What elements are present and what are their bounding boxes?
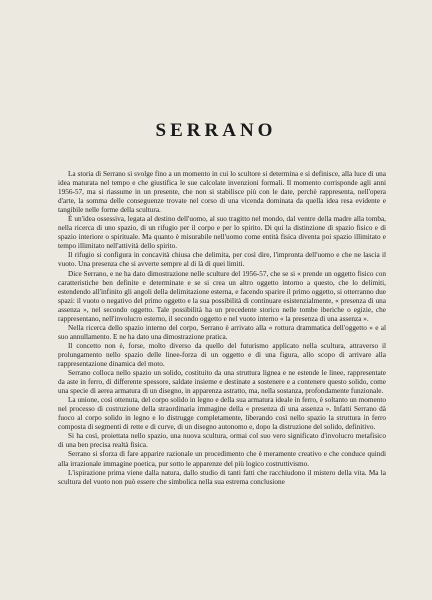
paragraph: La unione, così ottenuta, del corpo solido in legno e della sua armatura ideale in ferro, è soltanto un momento nel processo di costruzione della straordinaria immagine della « presenza di una assenza ». Infatti Serrano dà fuoco al corpo solido in legno e lo distrugge completamente, liberando così nello spazio la struttura in ferro composta di segmenti di rette e di curve, di un disegno autonomo e, dopo la distruzione del solido, definitivo. [58, 396, 386, 432]
paragraph: La storia di Serrano si svolge fino a un momento in cui lo scultore si determina e si definisce, alla luce di una idea maturata nel tempo e che giustifica le sue calcolate invenzioni formali. Il momento corrisponde agli anni 1956-57, ma si riassume in un presente, che non si stabilisce più con le date, perchè rappresenta, nell'opera d'arte, la somma delle conseguenze trovate nel corso di una vicenda dominata da quella idea resa evidente e tangibile nelle forme della scultura. [58, 170, 386, 215]
page-title: SERRANO [155, 120, 277, 141]
paragraph: Nella ricerca dello spazio interno del corpo, Serrano è arrivato alla « rottura drammatica dell'oggetto » e al suo annullamento. E ne ha dato una dimostrazione pratica. [58, 323, 386, 341]
paragraph: Il rifugio si configura in concavità chiusa che delimita, per così dire, l'impronta dell'uomo e che ne lascia il vuoto. Una presenza che si avverte sempre al di là di quei limiti. [58, 251, 386, 269]
body-text [58, 170, 386, 487]
paragraph: Il concetto non è, forse, molto diverso da quello del futurismo applicato nella scultura, attraverso il prolungamento nello spazio delle linee-forza di un oggetto e di una figura, allo scopo di arrivare alla rappresentazione dinamica del moto. [58, 341, 386, 368]
paragraph: L'ispirazione prima viene dalla natura, dallo studio di tanti fatti che racchiudono il mistero della vita. Ma la scultura del vuoto non può essere che simbolica nella sua estrema conclusione [58, 468, 386, 486]
paragraph: È un'idea ossessiva, legata al destino dell'uomo, al suo tragitto nel mondo, dal ventre della madre alla tomba, nella ricerca di uno spazio, di un rifugio per il corpo e per lo spirito. Di qui la distinzione di spazio fisico e di spazio interiore o spirituale. Ma quanto è misurabile nell'uomo come entità fisica diventa poi spazio illimitato e tempo illimitato nell'attività dello spirito. [58, 215, 386, 251]
paragraph: Serrano colloca nello spazio un solido, costituito da una struttura lignea e ne estende le linee, rappresentate da aste in ferro, di differente spessore, saldate insieme e destinate a sostenere e a contenere questo solido, come una specie di aerea armatura di un disegno, in apparenza astratto, ma, nella sostanza, profondamente funzionale. [58, 369, 386, 396]
paragraph: Dice Serrano, e ne ha dato dimostrazione nelle sculture del 1956-57, che se si « prende un oggetto fisico con caratteristiche ben definite e determinate e se si crea un altro oggetto intorno a questo, che lo delimiti, estendendo all'infinito gli angoli della delimitazione esterna, e facendo sparire il primo oggetto, si otterranno due spazi: il vuoto o negativo del primo oggetto e la sua possibilità di continuare esistenzialmente, « presenza di una assenza », nel secondo oggetto. Tale possibilità ha un precedente storico nelle tombe iberiche o egizie, che rappresentano, nell'involucro esterno, il secondo oggetto e nel vuoto interno « la presenza di una assenza ». [58, 269, 386, 323]
paragraph: Si ha così, proiettata nello spazio, una nuova scultura, ormai col suo vero significato d'involucro metafisico di una ben precisa realtà fisica. [58, 432, 386, 450]
paragraph: Serrano si sforza di fare apparire razionale un procedimento che è meramente creativo e che conduce quindi alla irrazionale immagine poetica, pur sotto le apparenze del più logico costruttivismo. [58, 450, 386, 468]
